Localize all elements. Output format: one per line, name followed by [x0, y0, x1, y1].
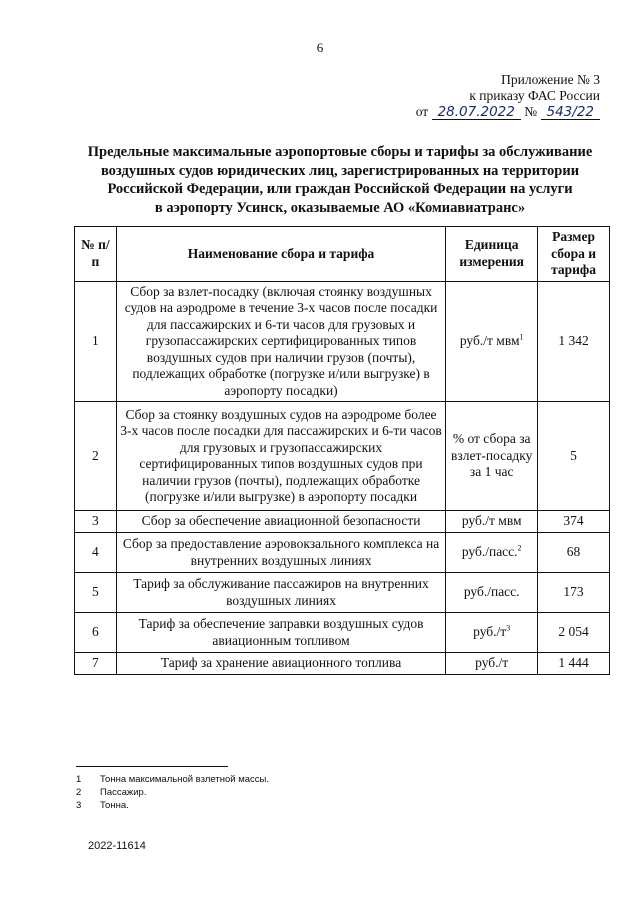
- date-prefix: от: [415, 104, 429, 119]
- row-num: 6: [75, 613, 117, 653]
- row-unit: руб./т мвм$^1$: [446, 281, 538, 402]
- footnote-item: [76, 773, 269, 786]
- row-name: Тариф за хранение авиационного топлива: [116, 653, 445, 675]
- appendix-date-line: [416, 104, 600, 120]
- footnote-number: 1: [76, 774, 82, 785]
- table-row: [75, 511, 610, 533]
- number-prefix: №: [524, 104, 538, 119]
- footnote-text: Тонна максимальной взлетной массы.: [100, 774, 269, 785]
- row-num: 4: [75, 533, 117, 573]
- appendix-title: Приложение № 3: [501, 72, 600, 87]
- appendix-order: к приказу ФАС России: [469, 88, 600, 103]
- footnote-number: 2: [76, 787, 82, 798]
- row-unit: руб./пасс.: [446, 573, 538, 613]
- row-unit: руб./т: [446, 653, 538, 675]
- header-name: Наименование сбора и тарифа: [116, 227, 445, 282]
- row-value: 2 054: [538, 613, 610, 653]
- row-unit: $руб./т^3$: [446, 613, 538, 653]
- title-line: Предельные максимальные аэропортовые сборы и тарифы за обслуживание: [87, 144, 593, 160]
- header-num: № п/п: [75, 227, 117, 282]
- row-num: 2: [75, 402, 117, 511]
- footnote-number: 3: [76, 800, 82, 811]
- tariffs-table: [74, 226, 610, 675]
- footnote-divider: [76, 766, 228, 767]
- header-unit: Единица измерения: [446, 227, 538, 282]
- header-value: Размер сбора и тарифа: [538, 227, 610, 282]
- row-value: 1 342: [538, 281, 610, 402]
- footnotes: [76, 773, 269, 812]
- row-unit: % от сбора за взлет-посадку за 1 час: [446, 402, 538, 511]
- row-num: 3: [75, 511, 117, 533]
- table-row: [75, 533, 610, 573]
- footnote-item: [76, 786, 269, 799]
- row-num: 7: [75, 653, 117, 675]
- appendix-header: [416, 72, 600, 120]
- row-name: Сбор за взлет-посадку (включая стоянку воздушных судов на аэродроме в течение 3-х часов после посадки для пассажирских и 6-ти часов для грузовых и грузопассажирских сертифицированных типов воздушных судов при наличии грузов (почты), подлежащих обработке (погрузке и/или выгрузке) в аэропорту посадки): [116, 281, 445, 402]
- row-name: Тариф за обслуживание пассажиров на внутренних воздушных линиях: [116, 573, 445, 613]
- footnote-ref: 2: [517, 543, 522, 553]
- footnote-ref: 1: [519, 332, 524, 342]
- table-row: [75, 402, 610, 511]
- row-name: Сбор за стоянку воздушных судов на аэродроме более 3-х часов после посадки для пассажирских и 6-ти часов для грузовых и грузопассажирских сертифицированных типов воздушных судов при наличии грузов (почты), подлежащих обработке (погрузке и/или выгрузке) в аэропорту посадки: [116, 402, 445, 511]
- order-number: 543/22: [541, 105, 601, 120]
- row-value: 68: [538, 533, 610, 573]
- footnote-text: Пассажир.: [100, 787, 147, 798]
- table-row: [75, 573, 610, 613]
- table-row: [75, 653, 610, 675]
- row-name: Сбор за предоставление аэровокзального комплекса на внутренних воздушных линиях: [116, 533, 445, 573]
- row-name: Сбор за обеспечение авиационной безопасности: [116, 511, 445, 533]
- document-title: [70, 143, 610, 217]
- row-value: 374: [538, 511, 610, 533]
- table-header-row: [75, 227, 610, 282]
- title-line: в аэропорту Усинск, оказываемые АО «Комиавиатранс»: [154, 199, 526, 216]
- order-date: 28.07.2022: [432, 105, 521, 120]
- title-line: Российской Федерации, или граждан Российской Федерации на услуги: [107, 181, 573, 197]
- document-number: 2022-11614: [88, 840, 146, 852]
- row-num: 1: [75, 281, 117, 402]
- row-num: 5: [75, 573, 117, 613]
- row-unit: руб./пасс.$^2$: [446, 533, 538, 573]
- page-number: 6: [316, 40, 324, 55]
- footnote-text: Тонна.: [100, 800, 129, 811]
- table-row: [75, 613, 610, 653]
- table-row: [75, 281, 610, 402]
- row-unit: руб./т мвм: [446, 511, 538, 533]
- footnote-ref: 3: [506, 623, 511, 633]
- row-value: 5: [538, 402, 610, 511]
- row-value: 1 444: [538, 653, 610, 675]
- footnote-item: [76, 799, 269, 812]
- title-line: воздушных судов юридических лиц, зарегистрированных на территории: [100, 162, 580, 179]
- row-value: 173: [538, 573, 610, 613]
- row-name: Тариф за обеспечение заправки воздушных судов авиационным топливом: [116, 613, 445, 653]
